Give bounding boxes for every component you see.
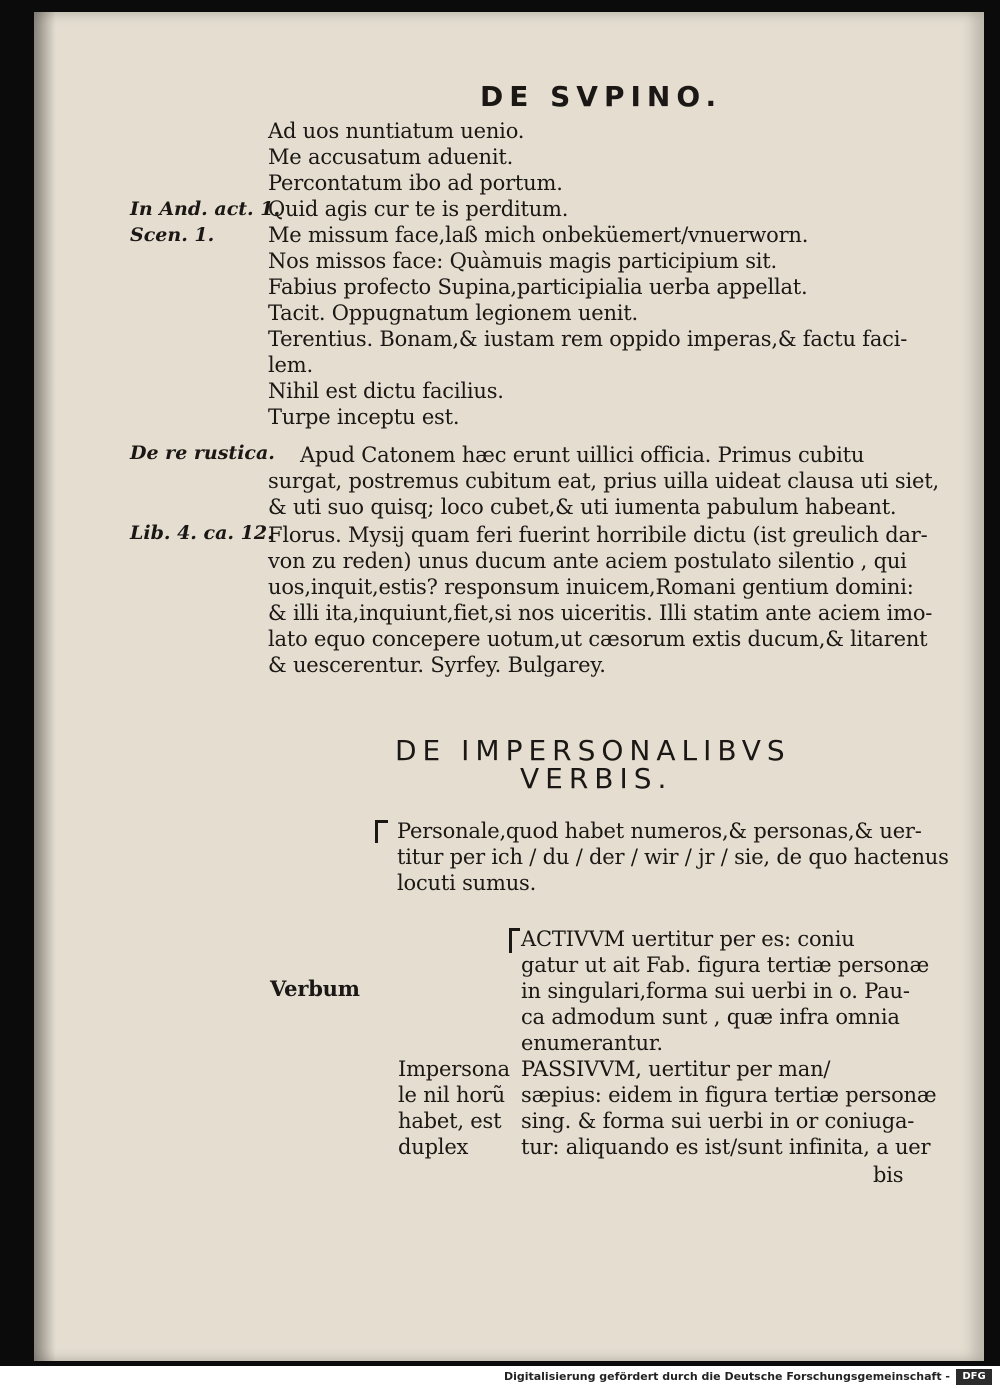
margin-note-liber: Lib. 4. ca. 12.: [130, 522, 274, 544]
activum-line: enumerantur.: [521, 1031, 663, 1055]
text-line: Me missum face,laß mich onbeküemert/vnuerworn.: [268, 223, 809, 247]
section-heading-impersonalibus: DE IMPERSONALIBVS: [395, 734, 791, 767]
verbum-label: Verbum: [270, 976, 360, 1001]
passivum-line: sæpius: eidem in figura tertiæ personæ: [521, 1083, 937, 1107]
impersonale-line: habet, est: [398, 1109, 502, 1133]
brace-mark: [509, 928, 520, 953]
text-line: Ad uos nuntiatum uenio.: [268, 119, 525, 143]
text-line: Me accusatum aduenit.: [268, 145, 514, 169]
footer-bar: [0, 1366, 1000, 1389]
section-heading-verbis: VERBIS.: [520, 762, 673, 795]
activum-line: ACTIVVM uertitur per es: coniu: [521, 927, 855, 951]
page-heading: DE SVPINO.: [480, 80, 723, 113]
page-spine-shadow: [34, 12, 56, 1361]
cato-line: surgat, postremus cubitum eat, prius uilla uideat clausa uti siet,: [268, 469, 939, 493]
florus-line: Florus. Mysij quam feri fuerint horribile dictu (ist greulich dar-: [268, 523, 928, 547]
text-line: Fabius profecto Supina,participialia uerba appellat.: [268, 275, 808, 299]
impersonale-line: duplex: [398, 1135, 469, 1159]
passivum-line: sing. & forma sui uerbi in or coniuga-: [521, 1109, 915, 1133]
activum-line: in singulari,forma sui uerbi in o. Pau-: [521, 979, 910, 1003]
text-line: Tacit. Oppugnatum legionem uenit.: [268, 301, 639, 325]
text-line: Turpe inceptu est.: [268, 405, 460, 429]
text-line: Percontatum ibo ad portum.: [268, 171, 563, 195]
impersonale-line: le nil horũ: [398, 1083, 505, 1107]
text-line: Terentius. Bonam,& iustam rem oppido imperas,& factu faci-: [268, 327, 908, 351]
cato-line: Apud Catonem hæc erunt uillici officia. Primus cubitu: [300, 443, 865, 467]
text-line: Quid agis cur te is perditum.: [268, 197, 569, 221]
activum-line: ca admodum sunt , quæ infra omnia: [521, 1005, 900, 1029]
personale-line: Personale,quod habet numeros,& personas,& uer-: [397, 819, 922, 843]
margin-note-andria: In And. act. 1.: [130, 198, 281, 220]
passivum-line: tur: aliquando es ist/sunt infinita, a uer: [521, 1135, 931, 1159]
margin-note-scena: Scen. 1.: [130, 224, 215, 246]
activum-line: gatur ut ait Fab. figura tertiæ personæ: [521, 953, 930, 977]
florus-line: & uescerentur. Syrfey. Bulgarey.: [268, 653, 606, 677]
florus-line: von zu reden) unus ducum ante aciem postulato silentio , qui: [268, 549, 907, 573]
brace-mark: [375, 820, 388, 843]
text-line: lem.: [268, 353, 313, 377]
footer-credit: Digitalisierung gefördert durch die Deutsche Forschungsgemeinschaft -: [503, 1370, 950, 1383]
margin-note-de-re-rustica: De re rustica.: [130, 442, 275, 464]
passivum-line: bis: [873, 1163, 904, 1187]
personale-line: titur per ich / du / der / wir / jr / sie, de quo hactenus: [397, 845, 949, 869]
florus-line: lato equo concepere uotum,ut cæsorum extis ducum,& litarent: [268, 627, 928, 651]
text-line: Nos missos face: Quàmuis magis participium sit.: [268, 249, 778, 273]
dfg-logo: DFG: [956, 1369, 992, 1385]
impersonale-line: Impersona: [398, 1057, 510, 1081]
florus-line: uos,inquit,estis? responsum inuicem,Romani gentium domini:: [268, 575, 914, 599]
text-line: Nihil est dictu facilius.: [268, 379, 504, 403]
cato-line: & uti suo quisq; loco cubet,& uti iumenta pabulum habeant.: [268, 495, 897, 519]
personale-line: locuti sumus.: [397, 871, 537, 895]
passivum-line: PASSIVVM, uertitur per man/: [521, 1057, 831, 1081]
florus-line: & illi ita,inquiunt,fiet,si nos uiceritis. Illi statim ante aciem imo-: [268, 601, 933, 625]
